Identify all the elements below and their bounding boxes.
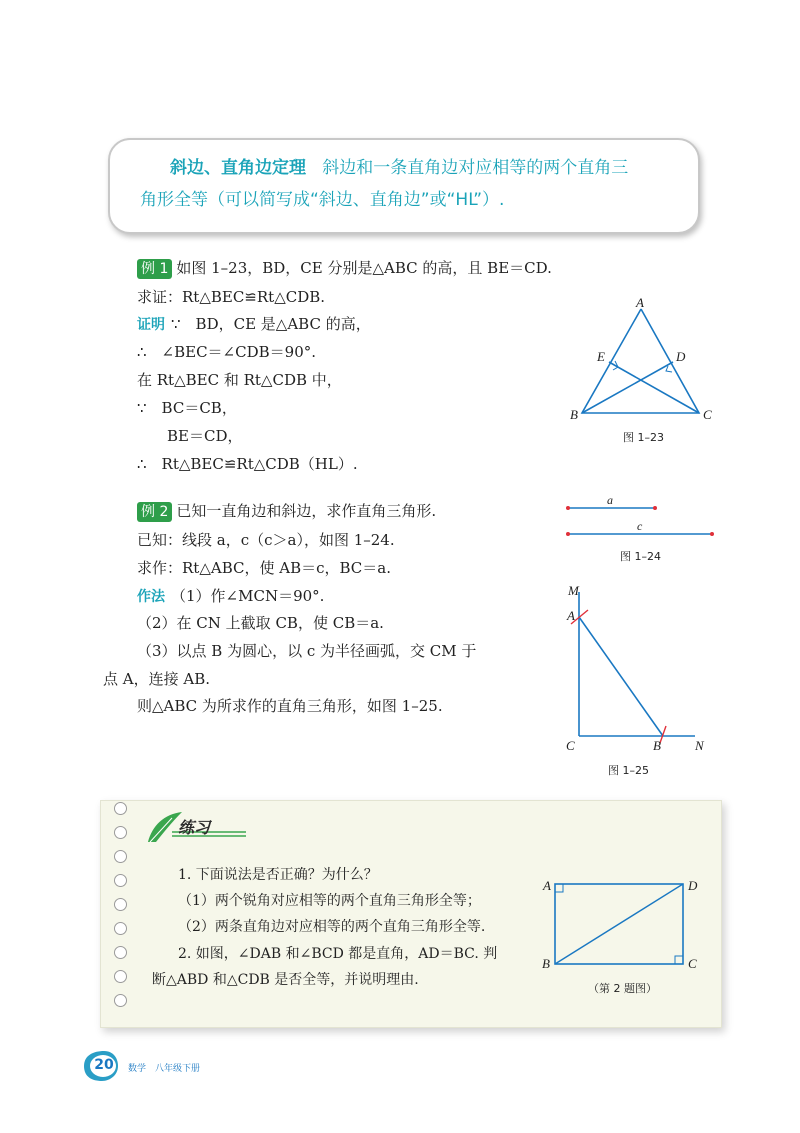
example1-line1: 例 1 如图 1–23，BD，CE 分别是△ABC 的高，且 BE＝CD. (137, 258, 552, 279)
fig123-label-D: D (676, 349, 686, 364)
practice-q1b: （2）两条直角边对应相等的两个直角三角形全等. (178, 919, 486, 935)
fig125-caption: 图 1–25 (608, 764, 649, 777)
example1-line8: ∴ Rt△BEC≌Rt△CDB（HL）. (137, 455, 358, 473)
fig123-caption: 图 1–23 (623, 431, 664, 444)
practice-fig-label-A: A (543, 878, 551, 893)
figure-1-23 (560, 295, 720, 455)
practice-fig-label-B: B (542, 956, 550, 971)
fig124-label-c: c (637, 519, 643, 533)
fig125-label-B: B (653, 738, 661, 753)
practice-fig-caption: （第 2 题图） (588, 982, 657, 995)
example2-line2: 已知：线段 a，c（c＞a），如图 1–24. (137, 531, 395, 549)
practice-figure (538, 872, 710, 1000)
theorem-title: 斜边、直角边定理 (170, 158, 306, 178)
fig124-label-a: a (607, 493, 613, 507)
example1-line4: ∴ ∠BEC＝∠CDB＝90°. (137, 343, 317, 361)
practice-q2b: 断△ABD 和△CDB 是否全等，并说明理由. (152, 972, 419, 988)
figure-1-24 (560, 492, 720, 572)
theorem-body-2: 角形全等（可以简写成“斜边、直角边”或“HL”）. (140, 190, 505, 210)
example2-line5: （2）在 CN 上截取 CB，使 CB＝a. (137, 614, 384, 632)
fig123-label-C: C (703, 407, 712, 422)
fig123-label-E: E (597, 349, 605, 364)
example1-line5: 在 Rt△BEC 和 Rt△CDB 中， (137, 371, 342, 389)
example2-line7: 点 A，连接 AB. (103, 670, 210, 688)
example2-line8: 则△ABC 为所求作的直角三角形，如图 1–25. (137, 697, 443, 715)
example1-line6: ∵ BC＝CB， (137, 399, 237, 417)
practice-fig-label-C: C (688, 956, 697, 971)
example2-line3: 求作：Rt△ABC，使 AB＝c，BC＝a. (137, 559, 391, 577)
fig125-label-A: A (567, 608, 575, 623)
theorem-text (140, 152, 690, 216)
fig125-label-M: M (568, 583, 579, 598)
example1-line2: 求证：Rt△BEC≌Rt△CDB. (137, 288, 326, 306)
example2-badge: 例 2 (137, 502, 172, 522)
page-number: 20 (94, 1057, 114, 1073)
fig125-label-C: C (566, 738, 575, 753)
practice-fig-label-D: D (688, 878, 698, 893)
method-keyword: 作法 (137, 589, 165, 605)
example2-line1: 例 2 已知一直角边和斜边，求作直角三角形. (137, 501, 436, 522)
book-title: 数学 八年级下册 (128, 1064, 201, 1074)
fig124-caption: 图 1–24 (620, 550, 661, 563)
fig123-label-A: A (636, 295, 644, 310)
fig123-label-B: B (570, 407, 578, 422)
example1-badge: 例 1 (137, 259, 172, 279)
fig125-label-N: N (695, 738, 704, 753)
practice-q1: 1. 下面说法是否正确？为什么？ (178, 867, 378, 883)
figure-1-25 (560, 580, 720, 780)
practice-q2a: 2. 如图，∠DAB 和∠BCD 都是直角，AD＝BC. 判 (178, 946, 498, 962)
example1-proof-line: 证明 ∵ BD，CE 是△ABC 的高， (137, 315, 371, 333)
example1-line7: BE＝CD， (167, 427, 243, 445)
proof-keyword: 证明 (137, 317, 165, 333)
example2-method-line: 作法 （1）作∠MCN＝90°. (137, 587, 325, 605)
practice-title: 练习 (178, 818, 211, 837)
practice-q1a: （1）两个锐角对应相等的两个直角三角形全等； (178, 893, 481, 909)
theorem-body-1: 斜边和一条直角边对应相等的两个直角三 (322, 158, 629, 178)
example2-line6: （3）以点 B 为圆心，以 c 为半径画弧，交 CM 于 (137, 642, 477, 660)
